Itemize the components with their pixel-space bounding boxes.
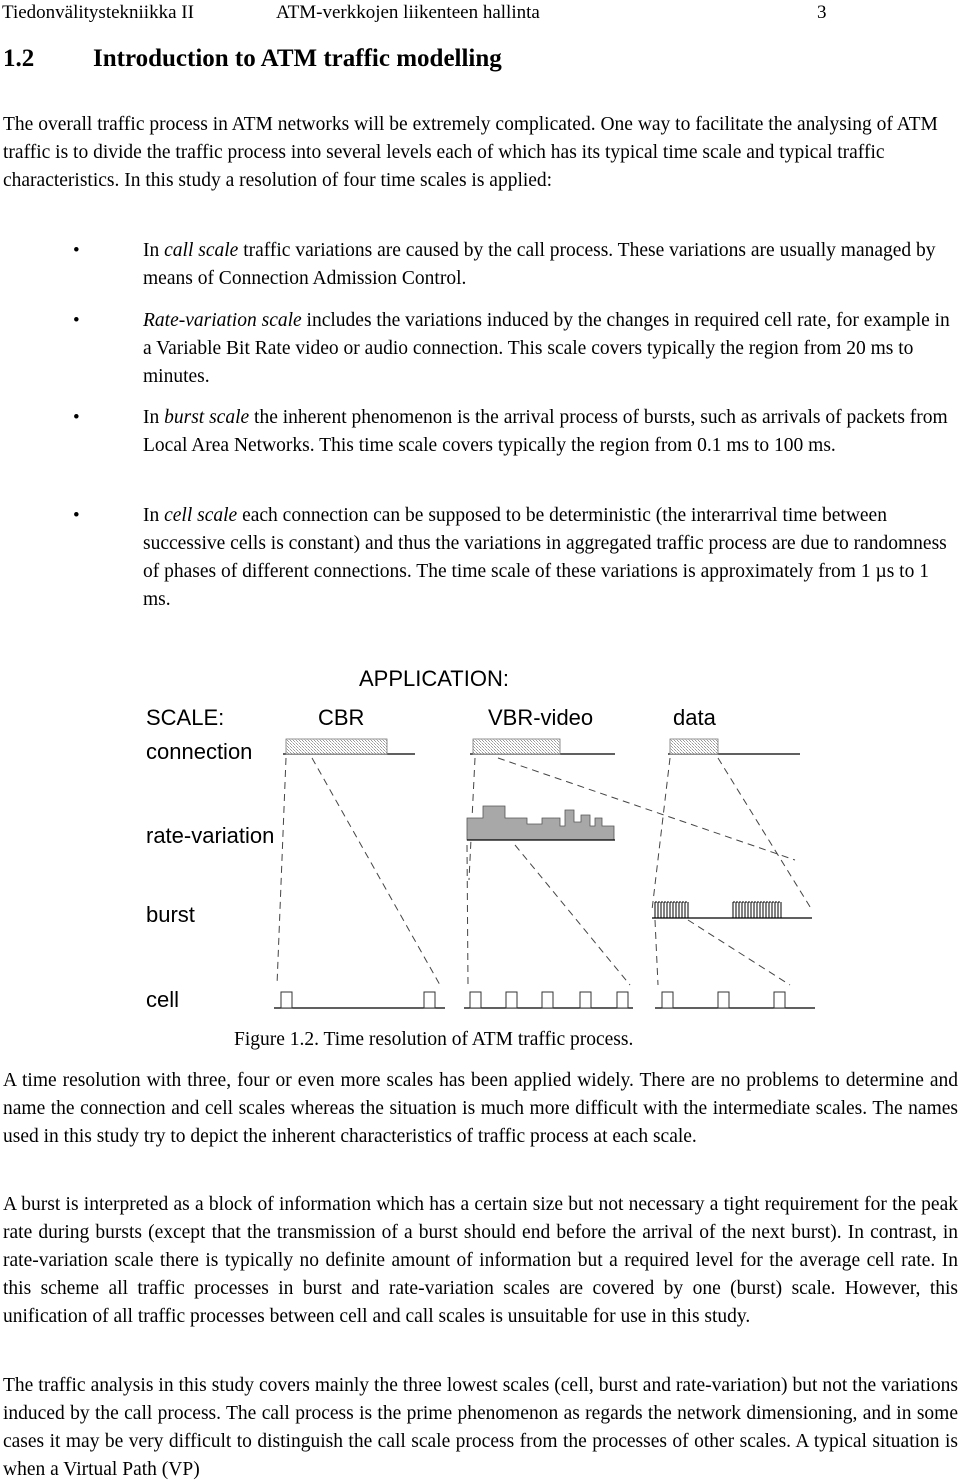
scale-connection-label: connection — [146, 739, 253, 764]
app-vbr-video-label: VBR-video — [488, 705, 594, 730]
burst-scale — [652, 902, 812, 918]
term-burst-scale: burst scale — [164, 407, 250, 428]
figure-caption: Figure 1.2. Time resolution of ATM traffic process. — [234, 1029, 634, 1050]
cell-marker — [718, 992, 729, 1008]
section-title: Introduction to ATM traffic modelling — [93, 45, 502, 72]
running-header-center: ATM-verkkojen liikenteen hallinta — [276, 2, 540, 23]
page-number: 3 — [817, 2, 827, 23]
app-cbr-label: CBR — [318, 705, 365, 730]
connection-scale — [283, 739, 800, 754]
cbr-connection-block — [286, 739, 387, 754]
cell-marker — [281, 992, 292, 1008]
term-call-scale: call scale — [164, 240, 239, 261]
bullet-post: the inherent phenomenon is the arrival process of bursts, such as arrivals of packets from Local Area Networks. This time scale covers typically the region from 0.1 ms to 100 ms. — [143, 407, 948, 456]
paragraph-traffic-analysis: The traffic analysis in this study covers mainly the three lowest scales (cell, burst and rate-variation) but not the variations induced by the call process. The call process is the prime phenomenon as regards the network dimensioning, and in some cases it may be very difficult to distinguish the call scale process from the processes of other scales. A typical situation is when a Virtual Path (VP) — [3, 1375, 958, 1480]
bullet-post: includes the variations induced by the changes in required cell rate, for example in a Variable Bit Rate video or audio connection. This scale covers typically the region from 20 ms to minutes. — [143, 310, 950, 387]
data-connection-block — [670, 739, 718, 754]
bullet-pre: In — [143, 407, 165, 428]
term-cell-scale: cell scale — [164, 505, 238, 526]
app-data-label: data — [673, 705, 716, 730]
cell-scale — [274, 992, 815, 1008]
bullet-post: each connection can be supposed to be deterministic (the interarrival time between successive cells is constant) and thus the variations in aggregated traffic process are due to randomness of phases of different connections. The time scale of these variations is approximately from 1 µs to 1 ms. — [143, 505, 947, 610]
bullet-pre: In — [143, 240, 165, 261]
intro-paragraph: The overall traffic process in ATM networks will be extremely complicated. One way to facilitate the analysing of ATM traffic is to divide the traffic process into several levels each of which has its typical time scale and typical traffic characteristics. In this study a resolution of four time scales is applied: — [3, 114, 938, 191]
bullet-dot: • — [73, 407, 80, 428]
scale-cell-label: cell — [146, 987, 180, 1012]
paragraph-time-resolution: A time resolution with three, four or even more scales has been applied widely. There are no problems to determine and name the connection and cell scales whereas the situation is much more difficult with the intermediate scales. The names used in this study try to depict the inherent characteristics of traffic process at each scale. — [3, 1070, 958, 1147]
application-label: APPLICATION: — [359, 666, 509, 691]
cell-marker — [662, 992, 673, 1008]
bullet-dot: • — [73, 505, 80, 526]
cell-marker — [617, 992, 628, 1008]
bullet-dot: • — [73, 310, 80, 331]
section-number: 1.2 — [3, 45, 35, 72]
bullet-pre: In — [143, 505, 165, 526]
cell-marker — [542, 992, 553, 1008]
scale-burst-label: burst — [146, 902, 195, 927]
scale-label: SCALE: — [146, 705, 225, 730]
zoom-lines — [277, 758, 812, 985]
term-rate-variation-scale: Rate-variation scale — [143, 310, 302, 331]
running-header-left: Tiedonvälitystekniikka II — [2, 2, 194, 23]
bullet-dot: • — [73, 240, 80, 261]
cell-marker — [580, 992, 591, 1008]
burst-group-1 — [655, 902, 688, 918]
vbr-connection-block — [473, 739, 560, 754]
burst-group-2 — [733, 902, 781, 918]
cell-marker — [470, 992, 481, 1008]
cell-marker — [774, 992, 785, 1008]
rate-variation-scale — [467, 806, 615, 840]
cell-marker — [424, 992, 435, 1008]
scale-rate-variation-label: rate-variation — [146, 823, 275, 848]
paragraph-burst-definition: A burst is interpreted as a block of information which has a certain size but not necessary a tight requirement for the peak rate during bursts (except that the transmission of a burst should end before the arrival of the next burst). In contrast, in rate-variation scale there is typically no definite amount of information but a required level for the average cell rate. In this scheme all traffic processes in burst and rate-variation scales are covered by one (burst) scale. However, this unification of all traffic processes between cell and call scales is unsuitable for use in this study. — [3, 1194, 958, 1327]
bullet-post: traffic variations are caused by the call process. These variations are usually managed by means of Connection Admission Control. — [143, 240, 936, 289]
vbr-rate-profile — [467, 806, 614, 840]
cell-marker — [506, 992, 517, 1008]
